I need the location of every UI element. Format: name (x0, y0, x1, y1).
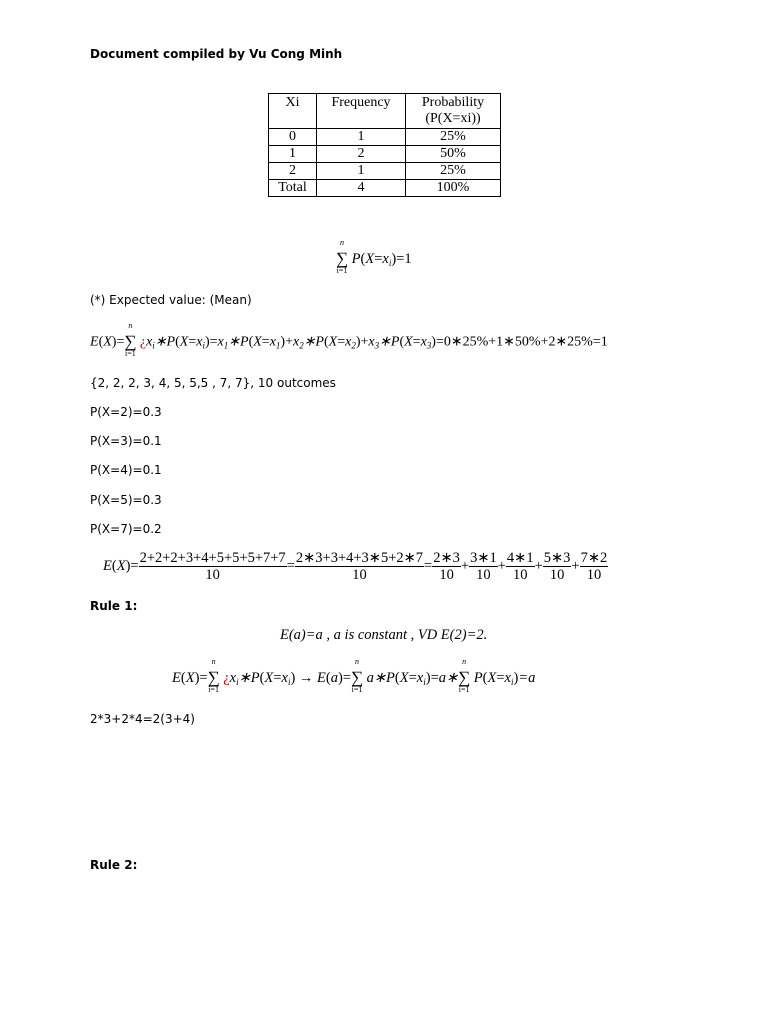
table-cell: 1 (317, 129, 406, 146)
table-row (269, 129, 501, 146)
frequency-table (268, 93, 501, 197)
rule1-proof: E(X)= n ∑ i=1 ¿$x_i∗P(X=x_i) \to E(a)=$ n ∑ i=1 $a∗P(X=x_i)=a∗$ n ∑ i=1 $P(X=x_i)=a$ (172, 657, 536, 694)
table-cell: 25% (406, 163, 501, 180)
sigma-symbol: n ∑ i=1 (458, 657, 471, 694)
document-author: Document compiled by Vu Cong Minh (90, 47, 343, 61)
rule1-statement: E(a)=a , a is constant , VD E(2)=2. (280, 627, 488, 643)
table-cell: 100% (406, 180, 501, 197)
column-header: Xi (269, 94, 317, 129)
table-cell: Total (269, 180, 317, 197)
table-row (269, 180, 501, 197)
example-text: 2*3+2*4=2(3+4) (90, 712, 195, 726)
probability-line: P(X=5)=0.3 (90, 493, 162, 507)
table-cell: 1 (317, 163, 406, 180)
rule1-label: Rule 1: (90, 599, 138, 613)
table-row (269, 146, 501, 163)
probability-line: P(X=4)=0.1 (90, 463, 162, 477)
sigma-symbol: n ∑ i=1 (351, 657, 364, 694)
fraction: $\frac{2∗3}{10}$ (433, 550, 460, 583)
fraction: $\frac{4∗1}{10}$ (506, 550, 534, 583)
sigma-symbol: n ∑ i=1 (124, 321, 137, 358)
table-cell: 25% (406, 129, 501, 146)
column-header: Frequency (317, 94, 406, 129)
probability-line: P(X=7)=0.2 (90, 522, 162, 536)
fraction: $\frac{7∗2}{10}$ (580, 550, 608, 583)
fraction: $\frac{2∗3+3+4+3∗5+2∗7}{10}$ (295, 550, 424, 583)
fraction: $\frac{3∗1}{10}$ (470, 550, 497, 583)
table-cell: 0 (269, 129, 317, 146)
table-cell: 4 (317, 180, 406, 197)
sigma-symbol: n ∑ i=1 (207, 657, 220, 694)
fraction: $\frac{2+2+2+3+4+5+5+5+7+7}{10}$ (139, 550, 286, 583)
expected-value-formula: E(X)= n ∑ i=1 ¿$x_i∗P(X=x_i)=x_1∗P(X=x_1)+x_2∗P(X=x_2)+x_3∗P(X=x_3)=0∗25\%+1∗50\%+2∗25\%=1$ (90, 321, 608, 358)
table-cell: 1 (269, 146, 317, 163)
probability-line: P(X=3)=0.1 (90, 434, 162, 448)
table-row (269, 163, 501, 180)
fraction: $\frac{5∗3}{10}$ (543, 550, 571, 583)
probability-line: P(X=2)=0.3 (90, 405, 162, 419)
expected-value-result: =0∗25%+1∗50%+2∗25%=1 (435, 334, 608, 350)
table-cell: 2 (317, 146, 406, 163)
column-header: Probability (P(X=xi)) (406, 94, 501, 129)
sum-equation: n ∑ i=1 $P(X=x_i)=1$ (336, 238, 412, 275)
table-cell: 50% (406, 146, 501, 163)
mean-computation: E(X)= $\frac{2+2+2+3+4+5+5+5+7+7}{10}$ = $\frac{2∗3+3+4+3∗5+2∗7}{10}$ = $\frac{2∗3}{10}$ + $\frac{3∗1}{10}$ + $\frac{4∗1}{10}$ + $\frac{5∗3}{10}$ + $\frac{7∗2}{10}$ (103, 550, 608, 583)
sigma-symbol: n ∑ i=1 (336, 238, 349, 275)
rule1-proof-result: =a (518, 669, 536, 686)
outcomes-text: {2, 2, 2, 3, 4, 5, 5,5 , 7, 7}, 10 outcomes (90, 376, 336, 390)
rule2-label: Rule 2: (90, 858, 138, 872)
expected-value-heading: (*) Expected value: (Mean) (90, 293, 252, 307)
table-cell: 2 (269, 163, 317, 180)
table-header-row (269, 94, 501, 129)
